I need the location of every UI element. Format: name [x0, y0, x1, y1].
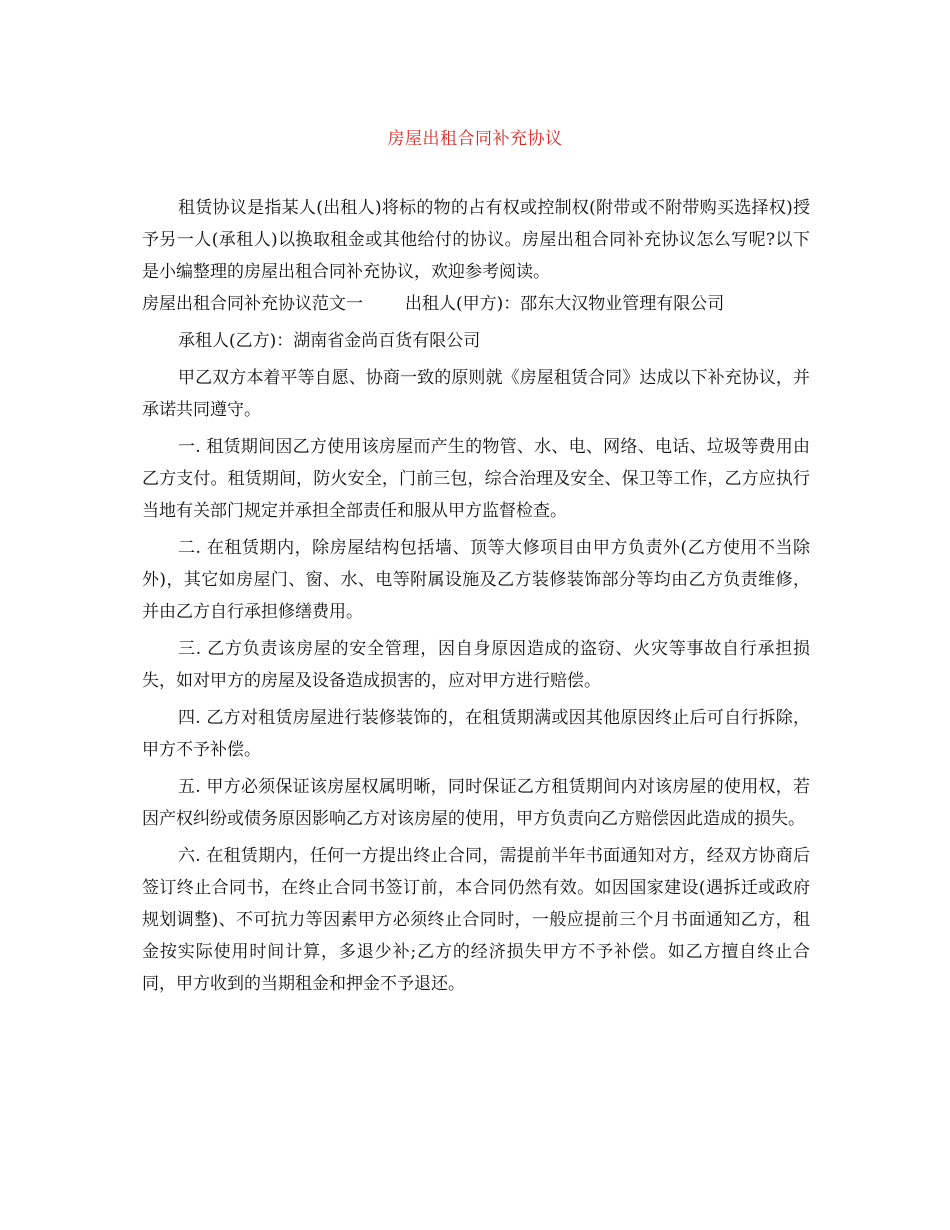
lessor-line: 出租人(甲方)：邵东大汉物业管理有限公司 [405, 294, 725, 314]
clause-1: 一. 租赁期间因乙方使用该房屋而产生的物管、水、电、网络、电话、垃圾等费用由乙方支付。租赁期间，防火安全，门前三包，综合治理及安全、保卫等工作，乙方应执行当地有关部门规定并承担全部责任和服从甲方监督检查。 [142, 437, 810, 521]
clause-6: 六. 在租赁期内，任何一方提出终止合同，需提前半年书面通知对方，经双方协商后签订终止合同书，在终止合同书签订前，本合同仍然有效。如因国家建设(遇拆迁或政府规划调整)、不可抗力等因素甲方必须终止合同时，一般应提前三个月书面通知乙方，租金按实际使用时间计算，多退少补;乙方的经济损失甲方不予补偿。如乙方擅自终止合同，甲方收到的当期租金和押金不予退还。 [142, 846, 810, 994]
document-body [142, 192, 810, 1000]
lessee-line: 承租人(乙方)：湖南省金尚百货有限公司 [178, 331, 481, 351]
sample-heading: 房屋出租合同补充协议范文一 [142, 294, 363, 314]
preamble-paragraph: 甲乙双方本着平等自愿、协商一致的原则就《房屋租赁合同》达成以下补充协议，并承诺共同遵守。 [142, 368, 810, 420]
intro-paragraph: 租赁协议是指某人(出租人)将标的物的占有权或控制权(附带或不附带购买选择权)授予另一人(承租人)以换取租金或其他给付的协议。房屋出租合同补充协议怎么写呢?以下是小编整理的房屋出租合同补充协议，欢迎参考阅读。 [142, 198, 810, 282]
document-title: 房屋出租合同补充协议 [387, 129, 563, 149]
clause-4: 四. 乙方对租赁房屋进行装修装饰的，在租赁期满或因其他原因终止后可自行拆除，甲方不予补偿。 [142, 708, 810, 760]
clause-2: 二. 在租赁期内，除房屋结构包括墙、顶等大修项目由甲方负责外(乙方使用不当除外)，其它如房屋门、窗、水、电等附属设施及乙方装修装饰部分等均由乙方负责维修，并由乙方自行承担修缮费用。 [142, 538, 810, 622]
clause-3: 三. 乙方负责该房屋的安全管理，因自身原因造成的盗窃、火灾等事故自行承担损失，如对甲方的房屋及设备造成损害的，应对甲方进行赔偿。 [142, 639, 810, 691]
clause-5: 五. 甲方必须保证该房屋权属明晰，同时保证乙方租赁期间内对该房屋的使用权，若因产权纠纷或债务原因影响乙方对该房屋的使用，甲方负责向乙方赔偿因此造成的损失。 [142, 777, 810, 829]
sample-heading-row [142, 288, 810, 320]
